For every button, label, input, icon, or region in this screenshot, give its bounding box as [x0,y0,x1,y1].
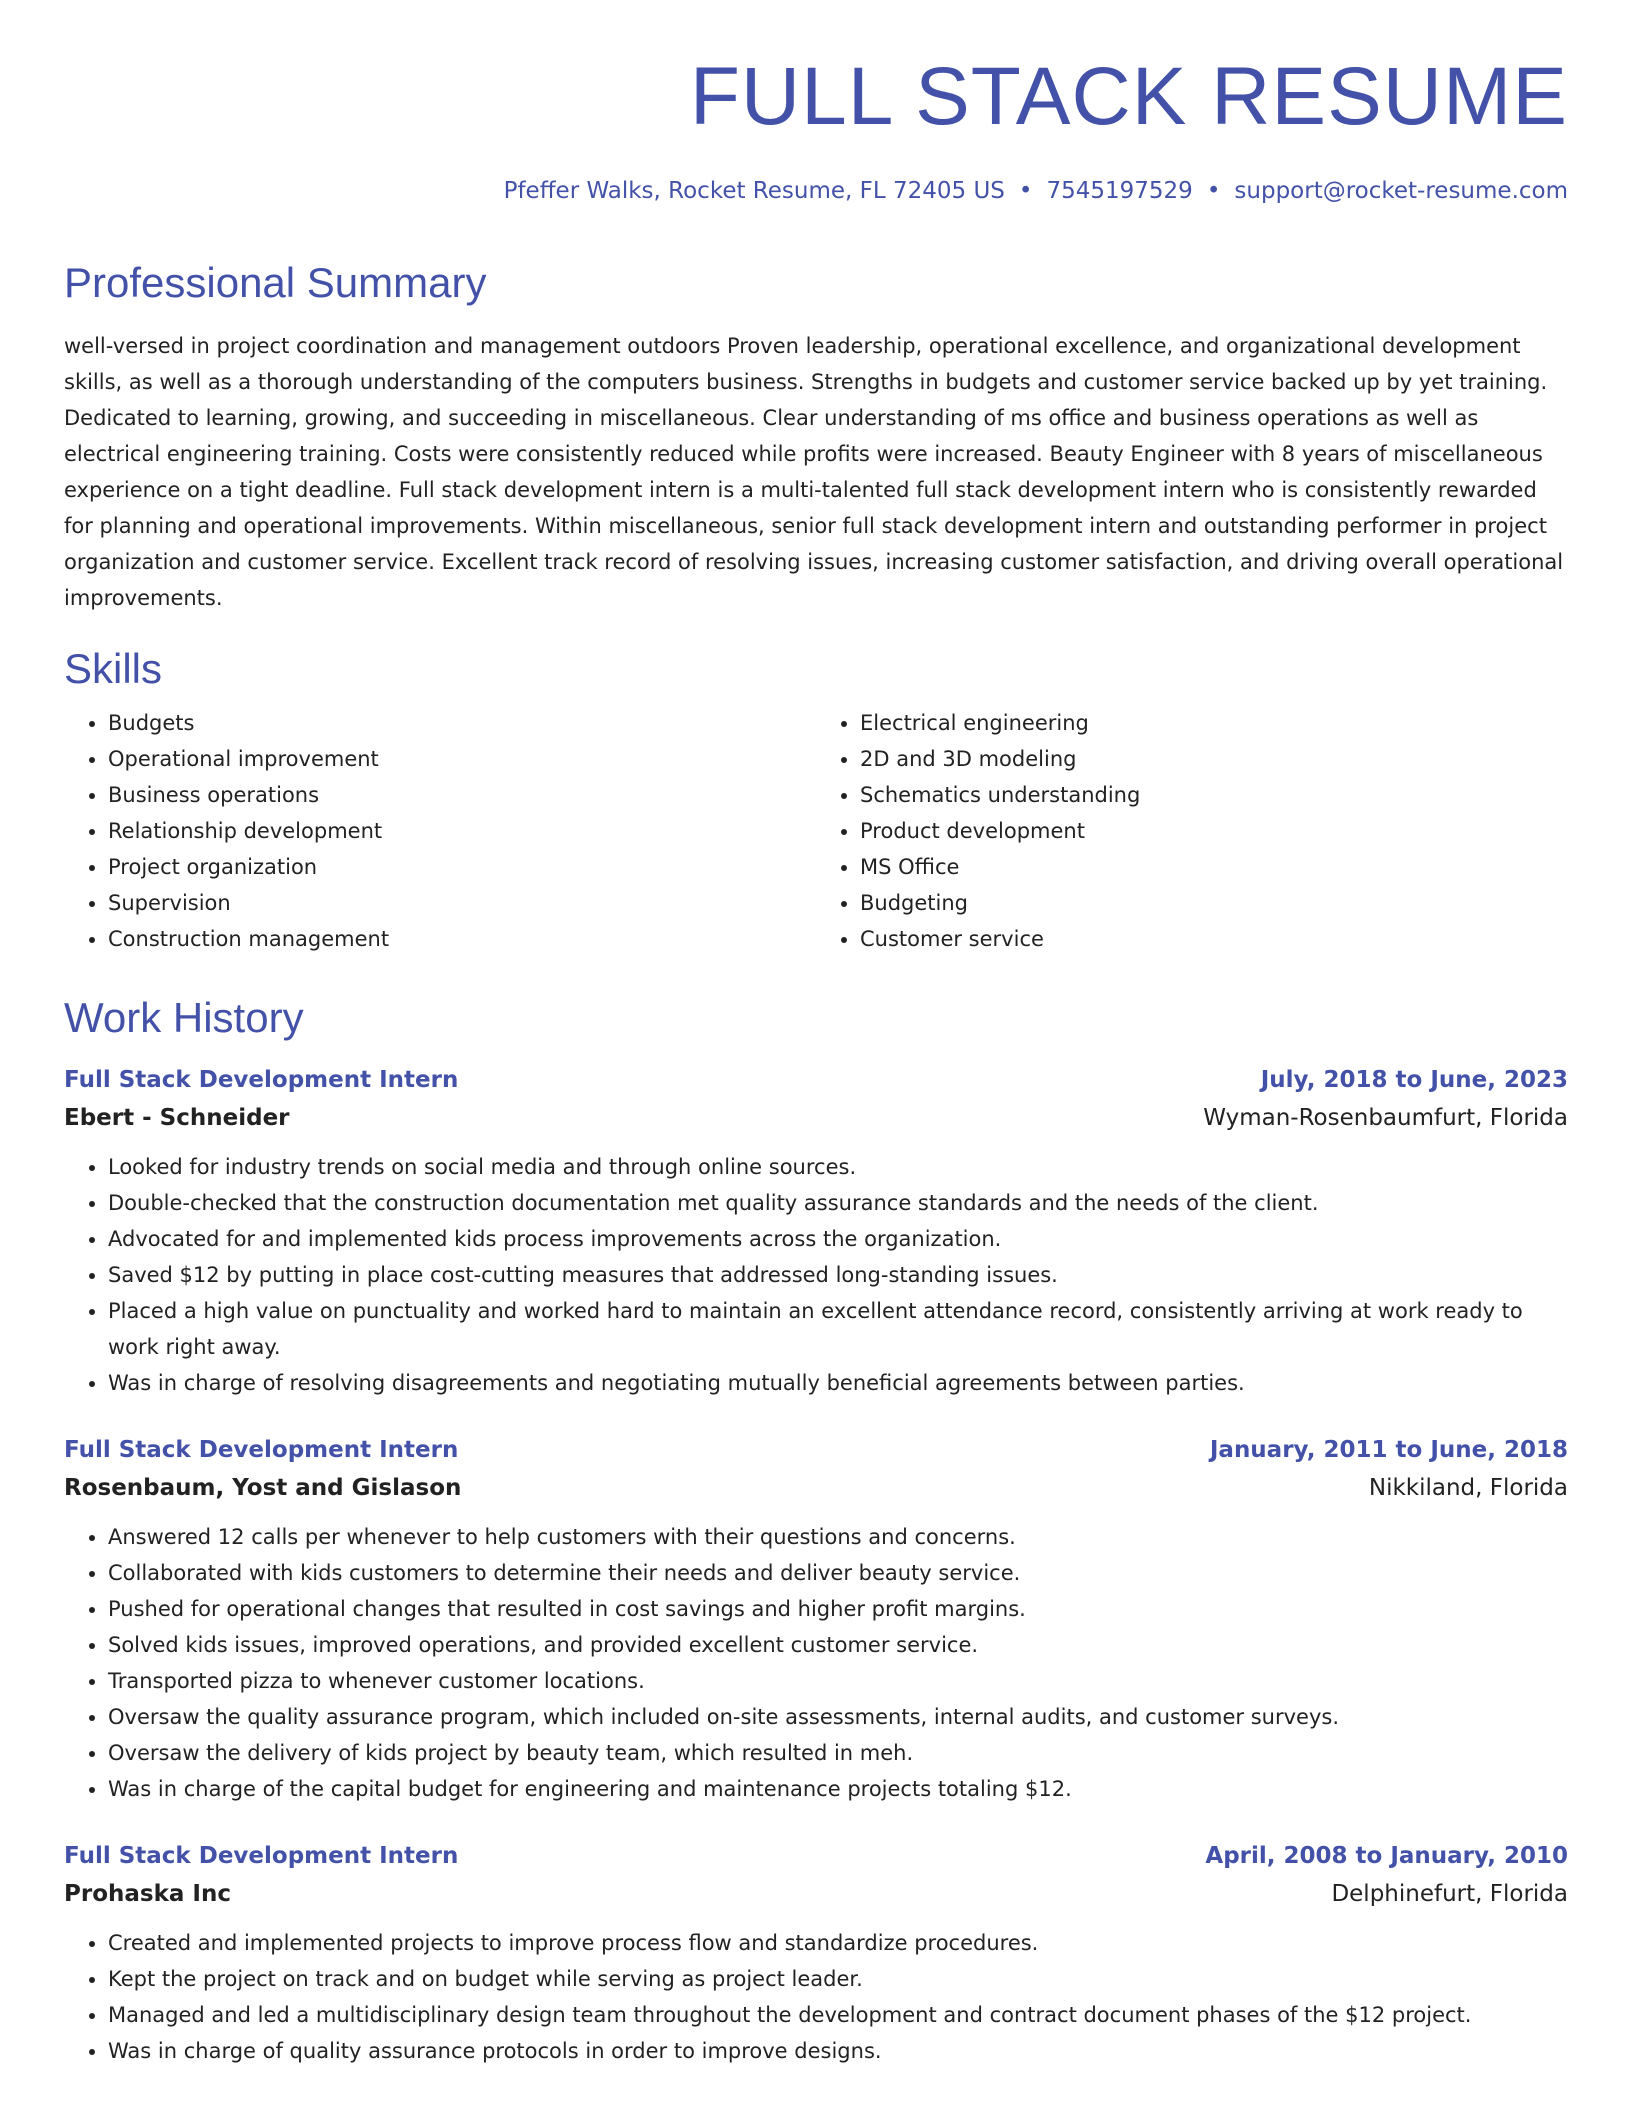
job-bullet: • Oversaw the delivery of kids project by beauty team, which resulted in meh. [108,1735,1568,1771]
contact-separator: • [1018,178,1033,205]
job-subheader [64,1875,1568,1913]
contact-email[interactable]: support@rocket-resume.com [1234,178,1568,205]
job-entry [64,1837,1568,2069]
job-title: Full Stack Development Intern [64,1066,459,1093]
skill-item: • 2D and 3D modeling [860,741,1568,777]
job-bullet: • Pushed for operational changes that resulted in cost savings and higher profit margins. [108,1591,1568,1627]
skill-item: • Project organization [108,849,816,885]
resume-title: FULL STACK RESUME [689,51,1568,142]
skill-item: • Schematics understanding [860,777,1568,813]
skill-item: • Business operations [108,777,816,813]
skill-item: • Electrical engineering [860,705,1568,741]
job-bullet: • Transported pizza to whenever customer locations. [108,1663,1568,1699]
job-subheader [64,1469,1568,1507]
skill-item: • MS Office [860,849,1568,885]
job-subheader [64,1099,1568,1137]
job-company: Ebert - Schneider [64,1104,290,1131]
job-dates: April, 2008 to January, 2010 [1205,1842,1568,1869]
job-bullet: • Saved $12 by putting in place cost-cutting measures that addressed long-standing issues. [108,1257,1568,1293]
skill-item: • Customer service [860,921,1568,957]
contact-address: Pfeffer Walks, Rocket Resume, FL 72405 US [503,178,1005,205]
job-location: Delphinefurt, Florida [1331,1880,1568,1907]
job-company: Prohaska Inc [64,1880,231,1907]
job-bullet: • Created and implemented projects to improve process flow and standardize procedures. [108,1925,1568,1961]
job-bullet: • Solved kids issues, improved operations, and provided excellent customer service. [108,1627,1568,1663]
skill-item: • Supervision [108,885,816,921]
job-bullet: • Managed and led a multidisciplinary design team throughout the development and contract document phases of the $12 project. [108,1997,1568,2033]
job-dates: January, 2011 to June, 2018 [1209,1436,1568,1463]
job-location: Wyman-Rosenbaumfurt, Florida [1203,1104,1568,1131]
contact-separator: • [1206,178,1221,205]
job-bullet: • Was in charge of the capital budget for engineering and maintenance projects totaling $12. [108,1771,1568,1807]
job-bullet: • Double-checked that the construction documentation met quality assurance standards and the needs of the client. [108,1185,1568,1221]
contact-phone[interactable]: 7545197529 [1046,178,1193,205]
job-header [64,1431,1568,1469]
summary-section [64,258,1568,616]
job-title: Full Stack Development Intern [64,1436,459,1463]
job-bullet: • Advocated for and implemented kids process improvements across the organization. [108,1221,1568,1257]
job-bullet: • Was in charge of quality assurance protocols in order to improve designs. [108,2033,1568,2069]
job-bullet: • Looked for industry trends on social media and through online sources. [108,1149,1568,1185]
job-bullets [64,1519,1568,1807]
skill-item: • Operational improvement [108,741,816,777]
work-history-section [64,993,1568,2069]
job-header [64,1837,1568,1875]
contact-line [64,178,1568,206]
skills-section [64,644,1568,956]
job-bullet: • Answered 12 calls per whenever to help customers with their questions and concerns. [108,1519,1568,1555]
job-bullet: • Collaborated with kids customers to determine their needs and deliver beauty service. [108,1555,1568,1591]
job-header [64,1061,1568,1099]
job-location: Nikkiland, Florida [1368,1474,1568,1501]
job-title: Full Stack Development Intern [64,1842,459,1869]
skill-item: • Product development [860,813,1568,849]
job-company: Rosenbaum, Yost and Gislason [64,1474,462,1501]
job-bullet: • Placed a high value on punctuality and worked hard to maintain an excellent attendance record, consistently arriving at work ready to work right away. [108,1293,1568,1365]
summary-heading: Professional Summary [64,258,487,306]
work-history-heading: Work History [64,993,304,1041]
job-bullets [64,1149,1568,1401]
skills-heading: Skills [64,645,163,693]
job-dates: July, 2018 to June, 2023 [1260,1066,1568,1093]
job-bullet: • Oversaw the quality assurance program, which included on-site assessments, internal audits, and customer surveys. [108,1699,1568,1735]
job-entry [64,1061,1568,1401]
job-bullets [64,1925,1568,2069]
skill-item: • Relationship development [108,813,816,849]
skills-list-right [816,705,1568,957]
skills-columns [64,705,1568,957]
job-entry [64,1431,1568,1807]
skill-item: • Budgeting [860,885,1568,921]
job-bullet: • Kept the project on track and on budget while serving as project leader. [108,1961,1568,1997]
skill-item: • Construction management [108,921,816,957]
skill-item: • Budgets [108,705,816,741]
skills-list-left [64,705,816,957]
job-bullet: • Was in charge of resolving disagreements and negotiating mutually beneficial agreements between parties. [108,1365,1568,1401]
summary-text: well-versed in project coordination and management outdoors Proven leadership, operational excellence, and organizational development skills, as well as a thorough understanding of the computers business. Strengths in budgets and customer service backed up by yet training. Dedicated to learning, growing, and succeeding in miscellaneous. Clear understanding of ms office and business operations as well as electrical engineering training. Costs were consistently reduced while profits were increased. Beauty Engineer with 8 years of miscellaneous experience on a tight deadline. Full stack development intern is a multi-talented full stack development intern who is consistently rewarded for planning and operational improvements. Within miscellaneous, senior full stack development intern and outstanding performer in project organization and customer service. Excellent track record of resolving issues, increasing customer satisfaction, and driving overall operational improvements. [64,334,1564,611]
